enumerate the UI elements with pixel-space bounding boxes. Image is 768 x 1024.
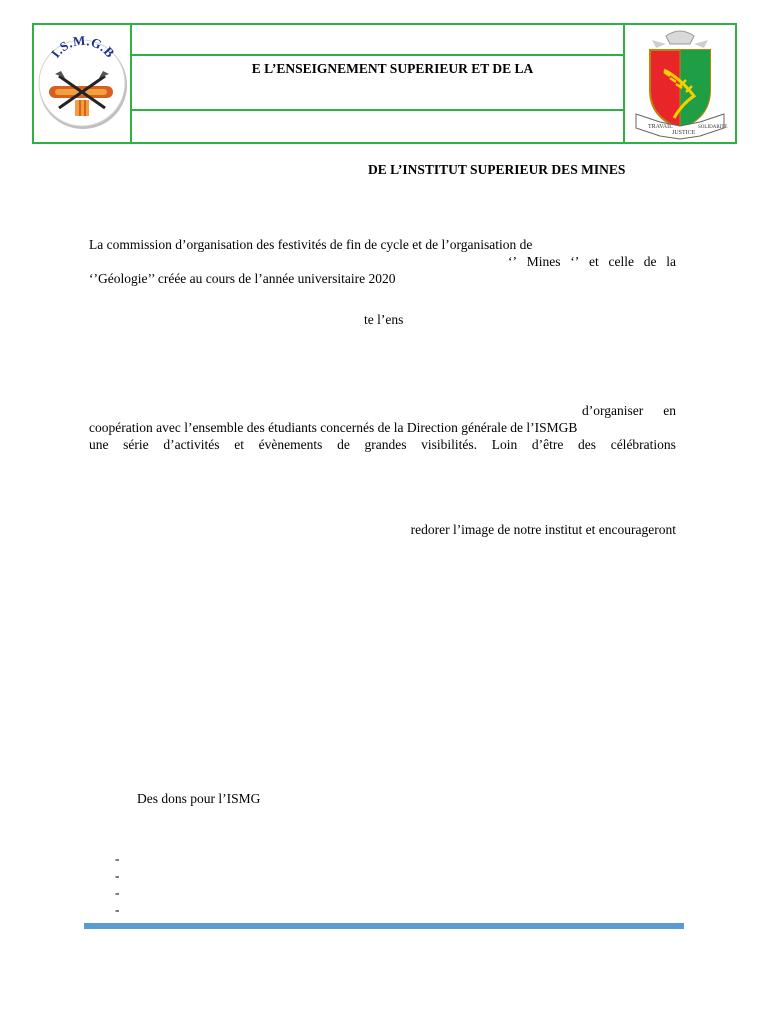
- list-item: -: [115, 868, 120, 883]
- institute-heading: DE L’INSTITUT SUPERIEUR DES MINES: [368, 162, 626, 177]
- motto-word-1: TRAVAIL: [648, 124, 673, 130]
- header-table: [32, 23, 737, 144]
- footer-bar: [84, 923, 684, 929]
- paragraph-line: coopération avec l’ensemble des étudiants concernés de la Direction générale de l’ISMGB: [89, 420, 578, 435]
- header-title: E L’ENSEIGNEMENT SUPERIEUR ET DE LA: [251, 61, 534, 76]
- donations-heading: Des dons pour l’ISMG: [137, 791, 261, 806]
- left-logo-cell: [34, 25, 132, 142]
- motto-word-3: SOLIDARITE: [698, 125, 728, 130]
- paragraph-commission: [89, 236, 676, 287]
- motto-word-2: JUSTICE: [672, 130, 696, 136]
- header-middle: [132, 25, 623, 142]
- text-fragment: te l’ens: [364, 312, 404, 327]
- justified-line: ‘’ Mines ‘’ et celle de la: [508, 254, 676, 269]
- paragraph-cooperation: [89, 402, 676, 453]
- justified-line: d’organiser en: [582, 403, 676, 418]
- guinea-coat-of-arms: [626, 26, 734, 143]
- bullet-list: [115, 850, 120, 918]
- justified-line: une série d’activités et évènements de grandes visibilités. Loin d’être des célébrations: [89, 437, 676, 452]
- header-row-divider: [132, 54, 623, 56]
- paragraph-line: [89, 402, 676, 419]
- paragraph-line: [89, 253, 676, 270]
- list-item: -: [115, 885, 120, 900]
- text-fragment: redorer l’image de notre institut et encourageront: [410, 522, 676, 537]
- right-emblem-cell: [623, 25, 735, 142]
- paragraph-line: ‘’Géologie’’ créée au cours de l’année universitaire 2020: [89, 271, 396, 286]
- paragraph-line: La commission d’organisation des festivités de fin de cycle et de l’organisation de: [89, 237, 533, 252]
- ismgb-logo: [35, 26, 129, 143]
- list-item: -: [115, 902, 120, 917]
- list-item: -: [115, 851, 120, 866]
- svg-text:I.S.M.G.B: I.S.M.G.B: [47, 32, 118, 61]
- header-row-divider: [132, 109, 623, 111]
